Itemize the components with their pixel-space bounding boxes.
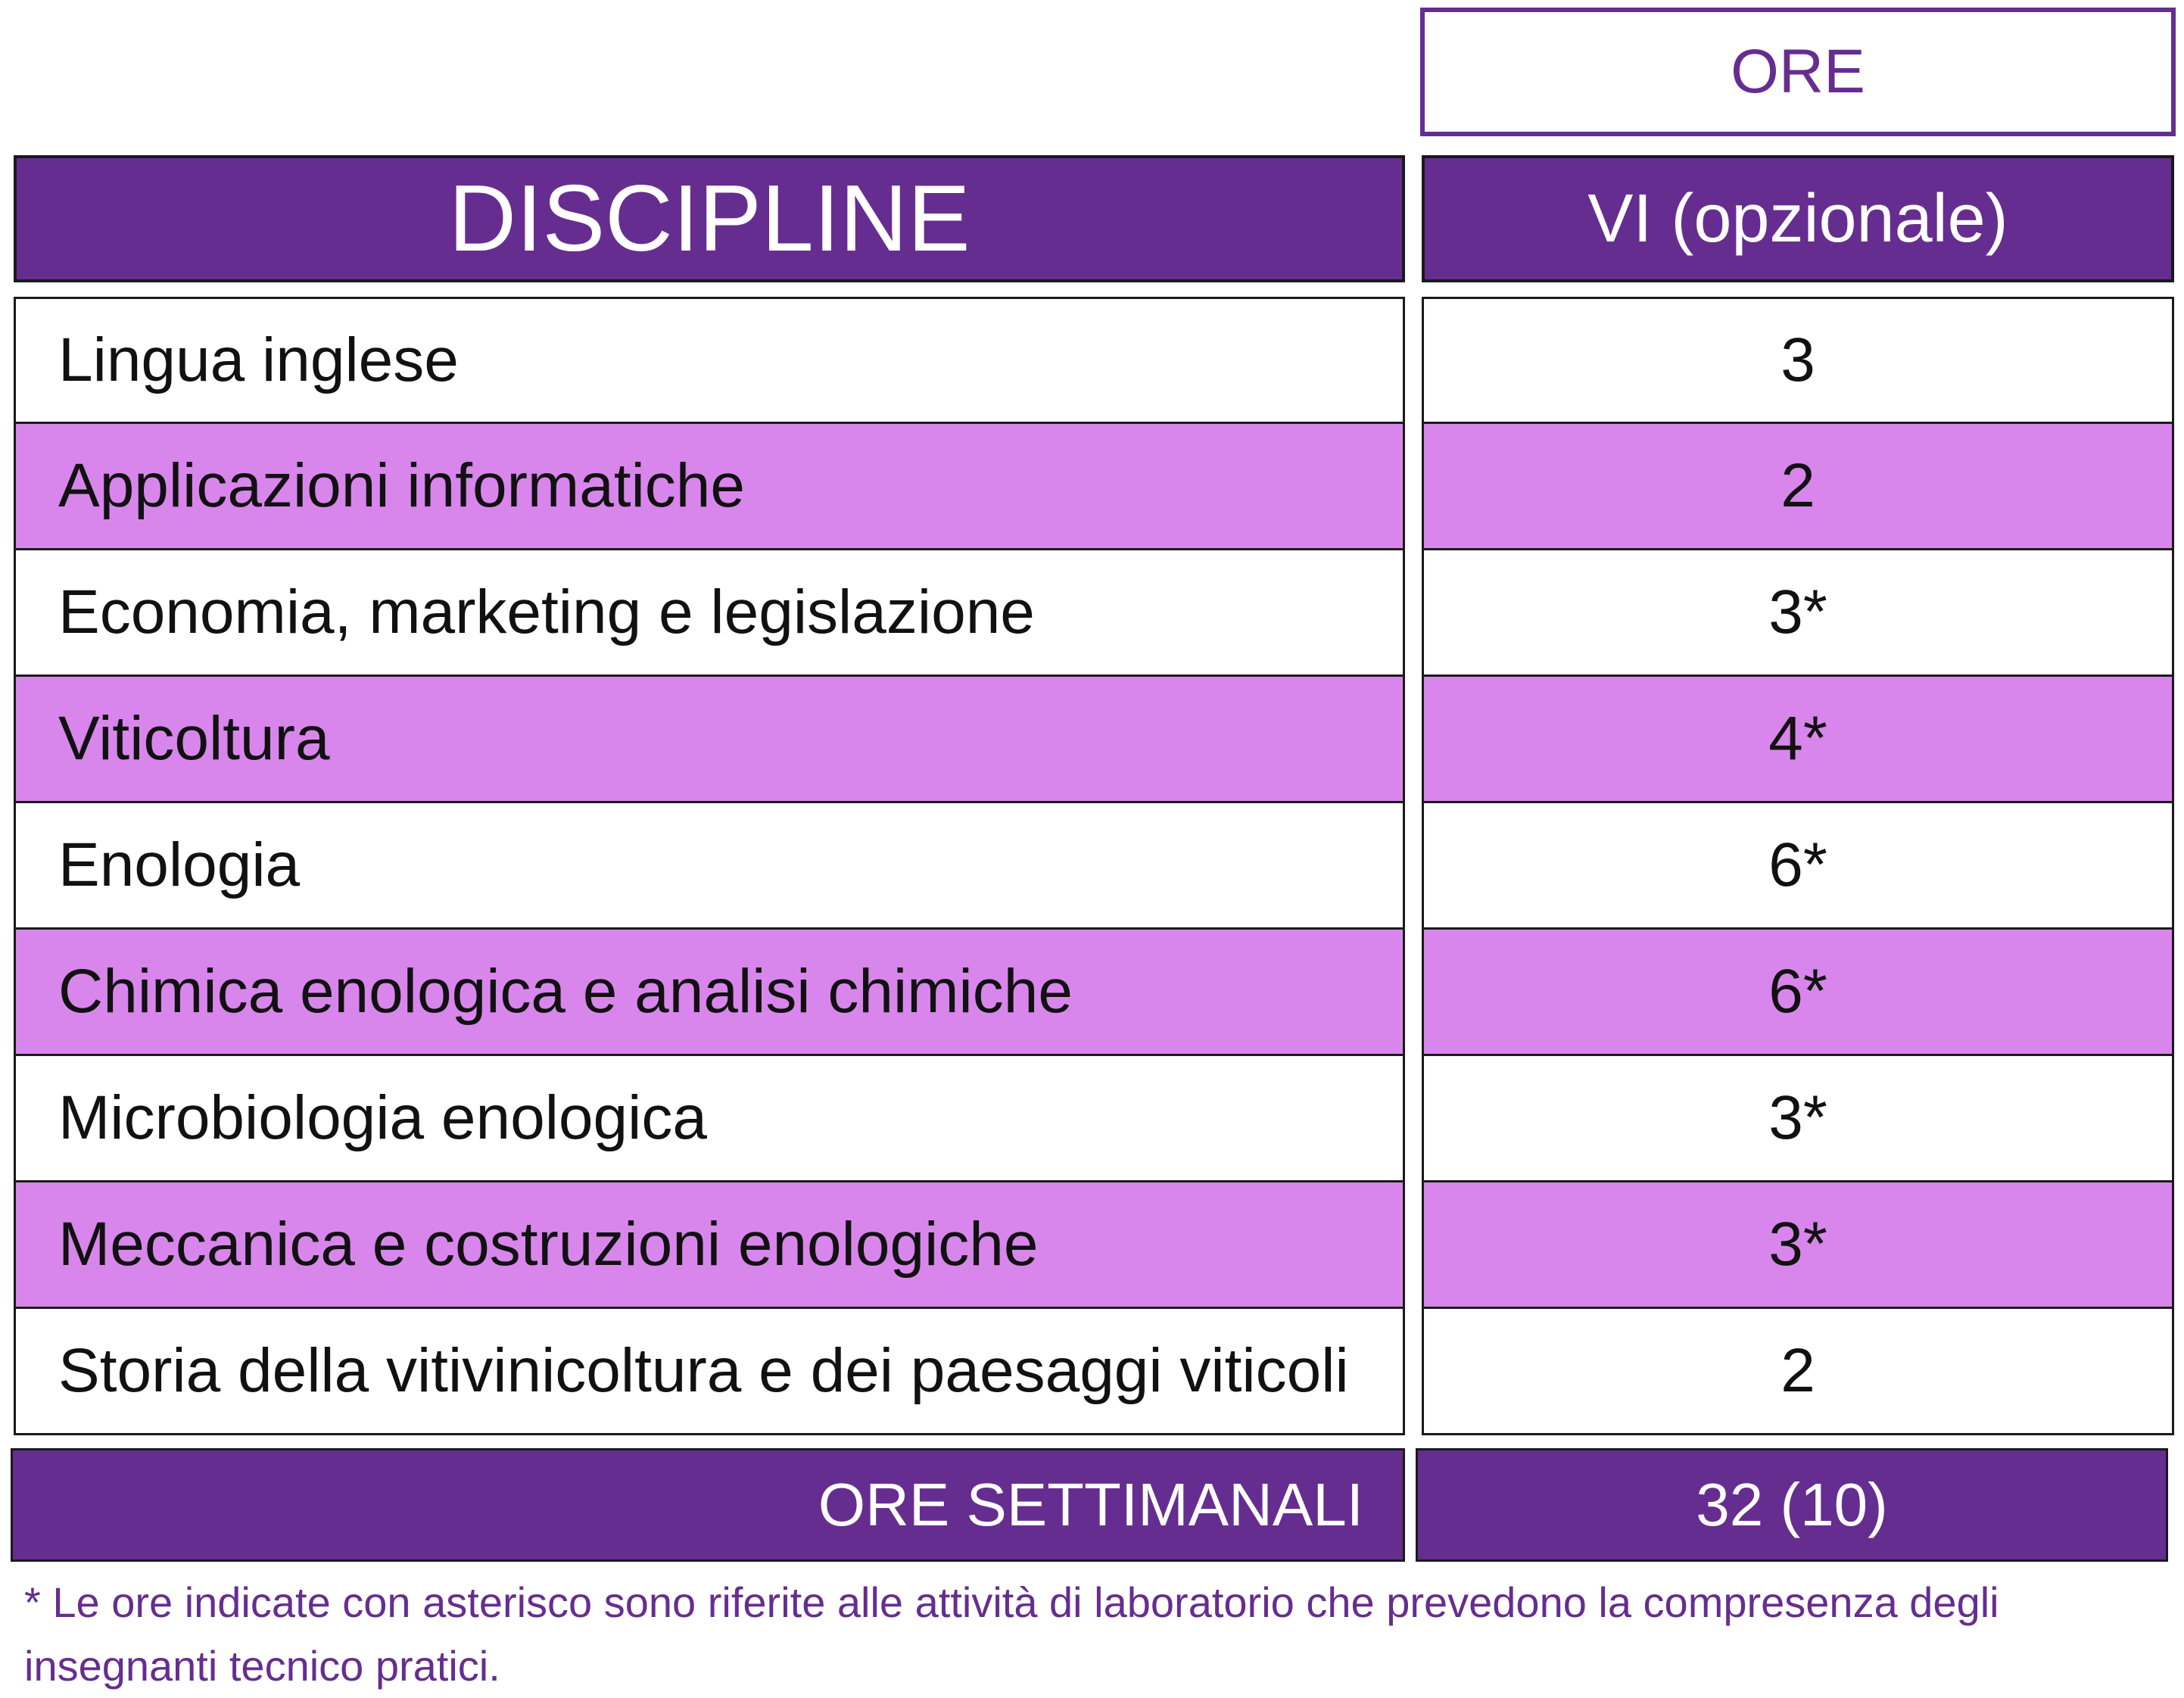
subject-hours: 6* [1768,830,1827,899]
year-header [1422,155,2174,282]
table-row-hours [1422,927,2174,1056]
table-row-subject [14,927,1405,1056]
table-row-hours [1422,1054,2174,1182]
table-row-hours [1422,1180,2174,1309]
table-row-hours [1422,548,2174,677]
subject-name: Microbiologia enologica [58,1083,707,1152]
ore-header-label: ORE [1731,37,1865,106]
subject-hours: 3* [1768,1083,1827,1152]
subject-name: Storia della vitivinicoltura e dei paesaggi viticoli [58,1336,1349,1405]
subject-hours: 4* [1768,704,1827,773]
subject-name: Chimica enologica e analisi chimiche [58,957,1073,1026]
ore-header [1420,8,2176,136]
table-row-subject [14,297,1405,424]
subject-name: Economia, marketing e legislazione [58,578,1035,646]
table-row-subject [14,801,1405,930]
weekly-hours-value: 32 (10) [1696,1471,1888,1538]
weekly-hours-label-cell [11,1448,1405,1562]
table-row-hours [1422,422,2174,550]
subject-hours: 2 [1781,1336,1815,1405]
table-row-subject [14,675,1405,803]
table-row-subject [14,548,1405,677]
subject-name: Lingua inglese [58,326,459,394]
table-row-subject [14,1307,1405,1435]
discipline-header [14,155,1405,282]
weekly-hours-label: ORE SETTIMANALI [818,1471,1363,1538]
table-row-subject [14,422,1405,550]
weekly-hours-value-cell [1416,1448,2168,1562]
subject-name: Applicazioni informatiche [58,451,746,520]
subject-hours: 6* [1768,957,1827,1026]
discipline-header-label: DISCIPLINE [448,167,970,271]
subject-hours: 2 [1781,451,1815,520]
year-header-label: VI (opzionale) [1587,180,2008,257]
table-row-hours [1422,675,2174,803]
table-row-subject [14,1180,1405,1309]
table-row-hours [1422,801,2174,930]
subject-hours: 3* [1768,578,1827,646]
subject-hours: 3 [1781,326,1815,394]
table-row-subject [14,1054,1405,1182]
subject-hours: 3* [1768,1210,1827,1279]
table-row-hours [1422,1307,2174,1435]
subject-name: Enologia [58,830,301,899]
subject-name: Viticoltura [58,704,330,773]
table-row-hours [1422,297,2174,424]
footnote: * Le ore indicate con asterisco sono riferite alle attività di laboratorio che prevedono la compresenza degli insegnanti tecnico pratici. [24,1578,1999,1690]
subject-name: Meccanica e costruzioni enologiche [58,1210,1039,1279]
